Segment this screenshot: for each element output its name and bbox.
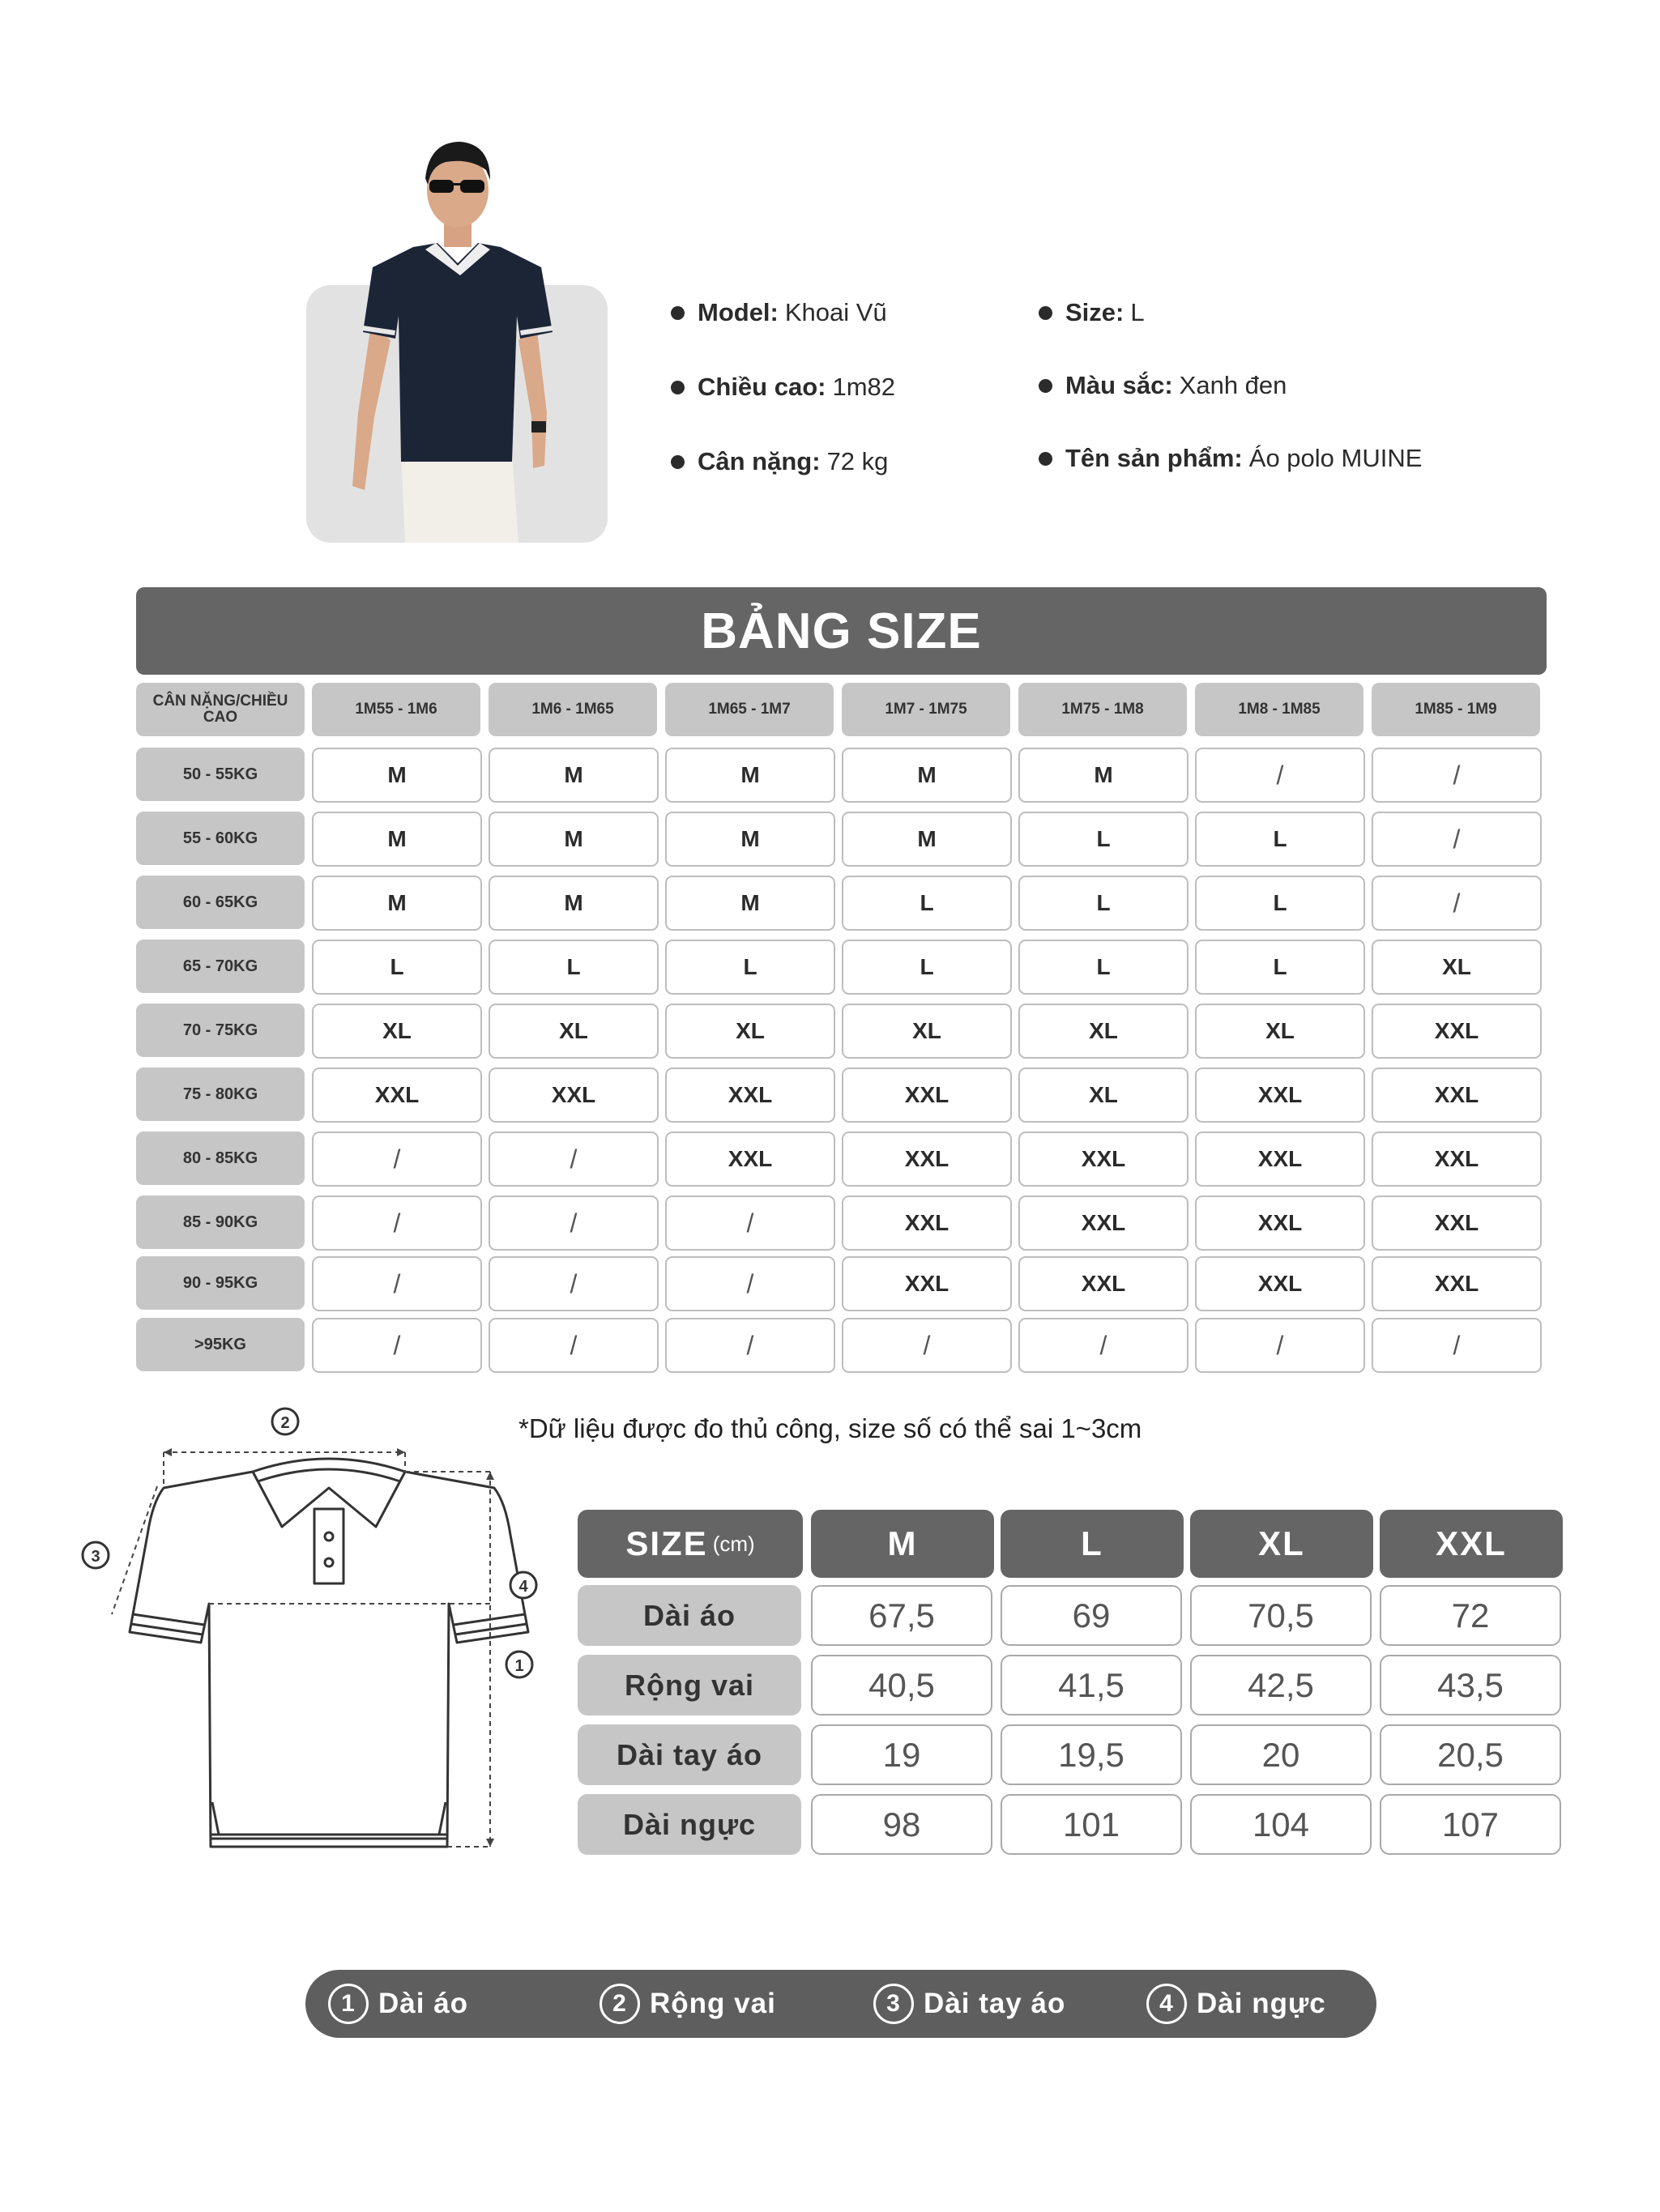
size-cell: XXL [842,1132,1012,1187]
weight-label: Cân nặng: [698,447,821,475]
measurement-value-cell: 101 [1001,1794,1182,1855]
size-value: L [1130,298,1145,326]
size-cell: XL [489,1004,659,1059]
size-cell: / [1372,1318,1542,1373]
model-photo [324,121,583,543]
color-value: Xanh đen [1179,371,1287,399]
measurement-value-cell: 98 [811,1794,992,1855]
size-cell: L [1018,940,1188,995]
size-cell: M [489,876,659,931]
color-info [1039,371,1287,400]
size-cell: / [842,1318,1012,1373]
weight-row-label: 80 - 85KG [136,1132,305,1185]
size-cell: / [1372,748,1542,803]
size-cell: XL [1018,1068,1188,1123]
size-cell: / [1018,1318,1188,1373]
legend-label: Dài ngực [1197,1988,1326,2019]
size-cell: / [312,1132,482,1187]
marker-4 [510,1572,536,1598]
legend-number-icon: 4 [1146,1984,1187,2024]
measurement-value-cell: 20,5 [1380,1724,1561,1785]
size-cell: M [665,748,835,803]
legend-item [328,1978,468,2030]
size-column-header: L [1001,1510,1184,1578]
legend-number-icon: 3 [873,1984,914,2024]
size-cell: L [1195,940,1365,995]
bullet-icon [1039,379,1052,393]
measurement-value-cell: 67,5 [811,1585,992,1646]
color-label: Màu sắc: [1065,371,1173,399]
size-cell: XXL [1195,1256,1365,1311]
size-cell: XXL [1372,1068,1542,1123]
weight-row-label: >95KG [136,1318,305,1371]
size-cell: XXL [1372,1196,1542,1251]
measurement-value-cell: 20 [1190,1724,1372,1785]
legend-number-icon: 1 [328,1984,369,2024]
product-value: Áo polo MUINE [1248,444,1423,472]
size-cell: / [489,1132,659,1187]
size-cell: L [842,876,1012,931]
measurement-value-cell: 72 [1380,1585,1561,1646]
size-cell: XXL [1195,1196,1365,1251]
size-column-header: XXL [1380,1510,1563,1578]
measurement-value-cell: 19 [811,1724,992,1785]
measurement-value-cell: 19,5 [1001,1724,1182,1785]
size-cell: / [312,1196,482,1251]
size-cell: XXL [665,1132,835,1187]
svg-text:4: 4 [518,1578,528,1596]
size-cell: L [665,940,835,995]
bullet-icon [1039,452,1052,466]
height-column-header: 1M8 - 1M85 [1195,683,1363,736]
measurement-value-cell: 42,5 [1190,1655,1372,1715]
legend-label: Rộng vai [650,1988,776,2019]
weight-value: 72 kg [826,447,889,475]
size-cell: L [1018,812,1188,867]
legend-item [873,1978,1065,2030]
size-cell: XXL [1372,1132,1542,1187]
legend-number-icon: 2 [600,1984,640,2024]
height-column-header: 1M6 - 1M65 [489,683,657,736]
measurement-value-cell: 107 [1380,1794,1561,1855]
bullet-icon [1039,306,1052,320]
size-cell: / [489,1318,659,1373]
svg-text:2: 2 [280,1414,290,1432]
size-cell: / [665,1318,835,1373]
size-cell: XXL [665,1068,835,1123]
size-cell: XL [312,1004,482,1059]
weight-row-label: 65 - 70KG [136,940,305,993]
marker-1 [506,1652,532,1677]
size-info [1039,298,1145,327]
size-cell: XL [1372,940,1542,995]
size-cell: M [489,748,659,803]
weight-row-label: 85 - 90KG [136,1196,305,1249]
model-label: Model: [698,298,779,326]
size-cell: M [489,812,659,867]
weight-info [671,447,888,476]
size-cell: / [489,1196,659,1251]
height-value: 1m82 [832,373,896,401]
size-cell: XXL [842,1256,1012,1311]
polo-shirt-diagram [73,1397,559,1883]
size-cell: / [1372,876,1542,931]
size-cell: L [842,940,1012,995]
measurement-value-cell: 41,5 [1001,1655,1182,1715]
size-cell: XXL [1195,1068,1365,1123]
size-cell: / [1372,812,1542,867]
size-cell: L [1018,876,1188,931]
size-cell: XXL [1018,1132,1188,1187]
size-cell: XL [665,1004,835,1059]
marker-2 [272,1409,298,1434]
measurement-value-cell: 69 [1001,1585,1182,1646]
size-cell: M [312,748,482,803]
size-cell: XXL [842,1068,1012,1123]
size-cell: / [665,1196,835,1251]
measurement-size-header [578,1510,803,1578]
size-cell: L [489,940,659,995]
height-column-header: 1M7 - 1M75 [842,683,1010,736]
size-cell: M [312,876,482,931]
measurement-value-cell: 70,5 [1190,1585,1372,1646]
measurement-note: *Dữ liệu được đo thủ công, size số có thể sai 1~3cm [518,1413,1142,1443]
size-header-unit: (cm) [712,1531,755,1556]
size-cell: M [665,876,835,931]
size-cell: / [312,1256,482,1311]
size-cell: XL [1018,1004,1188,1059]
size-cell: / [489,1256,659,1311]
size-cell: M [842,812,1012,867]
measurement-row-label: Dài áo [578,1585,801,1646]
svg-text:3: 3 [91,1548,100,1566]
corner-header: CÂN NẶNG/CHIỀU CAO [136,683,305,736]
marker-3 [83,1542,109,1568]
size-cell: XL [1195,1004,1365,1059]
weight-row-label: 90 - 95KG [136,1256,305,1310]
size-cell: / [1195,748,1365,803]
product-name-info [1039,444,1422,473]
size-cell: / [1195,1318,1365,1373]
size-cell: XXL [1018,1196,1188,1251]
size-cell: XXL [1018,1256,1188,1311]
legend-label: Dài tay áo [924,1988,1066,2019]
model-value: Khoai Vũ [784,298,887,326]
bullet-icon [671,306,685,320]
size-cell: L [1195,812,1365,867]
size-cell: / [665,1256,835,1311]
measurement-row-label: Rộng vai [578,1655,801,1715]
measurement-row-label: Dài ngực [578,1794,801,1855]
size-cell: XXL [1195,1132,1365,1187]
height-column-header: 1M75 - 1M8 [1018,683,1187,736]
height-column-header: 1M65 - 1M7 [665,683,834,736]
size-cell: M [1018,748,1188,803]
weight-row-label: 55 - 60KG [136,812,305,865]
weight-row-label: 70 - 75KG [136,1004,305,1057]
measurement-value-cell: 104 [1190,1794,1372,1855]
size-header-label: SIZE [625,1524,708,1562]
height-info [671,373,895,402]
size-cell: XL [842,1004,1012,1059]
product-label: Tên sản phẩm: [1065,444,1243,472]
size-cell: XXL [489,1068,659,1123]
measurement-value-cell: 43,5 [1380,1655,1561,1715]
size-column-header: XL [1190,1510,1373,1578]
size-cell: / [312,1318,482,1373]
height-column-header: 1M85 - 1M9 [1372,683,1540,736]
legend-item [600,1978,776,2030]
height-column-header: 1M55 - 1M6 [312,683,480,736]
size-cell: M [312,812,482,867]
legend-item [1146,1978,1326,2030]
size-cell: XXL [312,1068,482,1123]
bullet-icon [671,381,685,394]
size-label: Size: [1065,298,1124,326]
legend-label: Dài áo [378,1988,469,2019]
height-label: Chiều cao: [698,373,826,401]
weight-row-label: 50 - 55KG [136,748,305,801]
size-cell: L [1195,876,1365,931]
size-cell: M [842,748,1012,803]
weight-row-label: 60 - 65KG [136,876,305,929]
model-name-info [671,298,887,327]
size-cell: L [312,940,482,995]
measurement-value-cell: 40,5 [811,1655,992,1715]
size-cell: XXL [842,1196,1012,1251]
size-column-header: M [811,1510,994,1578]
measurement-row-label: Dài tay áo [578,1724,801,1785]
size-chart-title: BẢNG SIZE [136,587,1547,675]
size-cell: XXL [1372,1256,1542,1311]
size-cell: XXL [1372,1004,1542,1059]
svg-text:1: 1 [514,1657,524,1675]
bullet-icon [671,455,685,469]
size-cell: M [665,812,835,867]
weight-row-label: 75 - 80KG [136,1068,305,1121]
